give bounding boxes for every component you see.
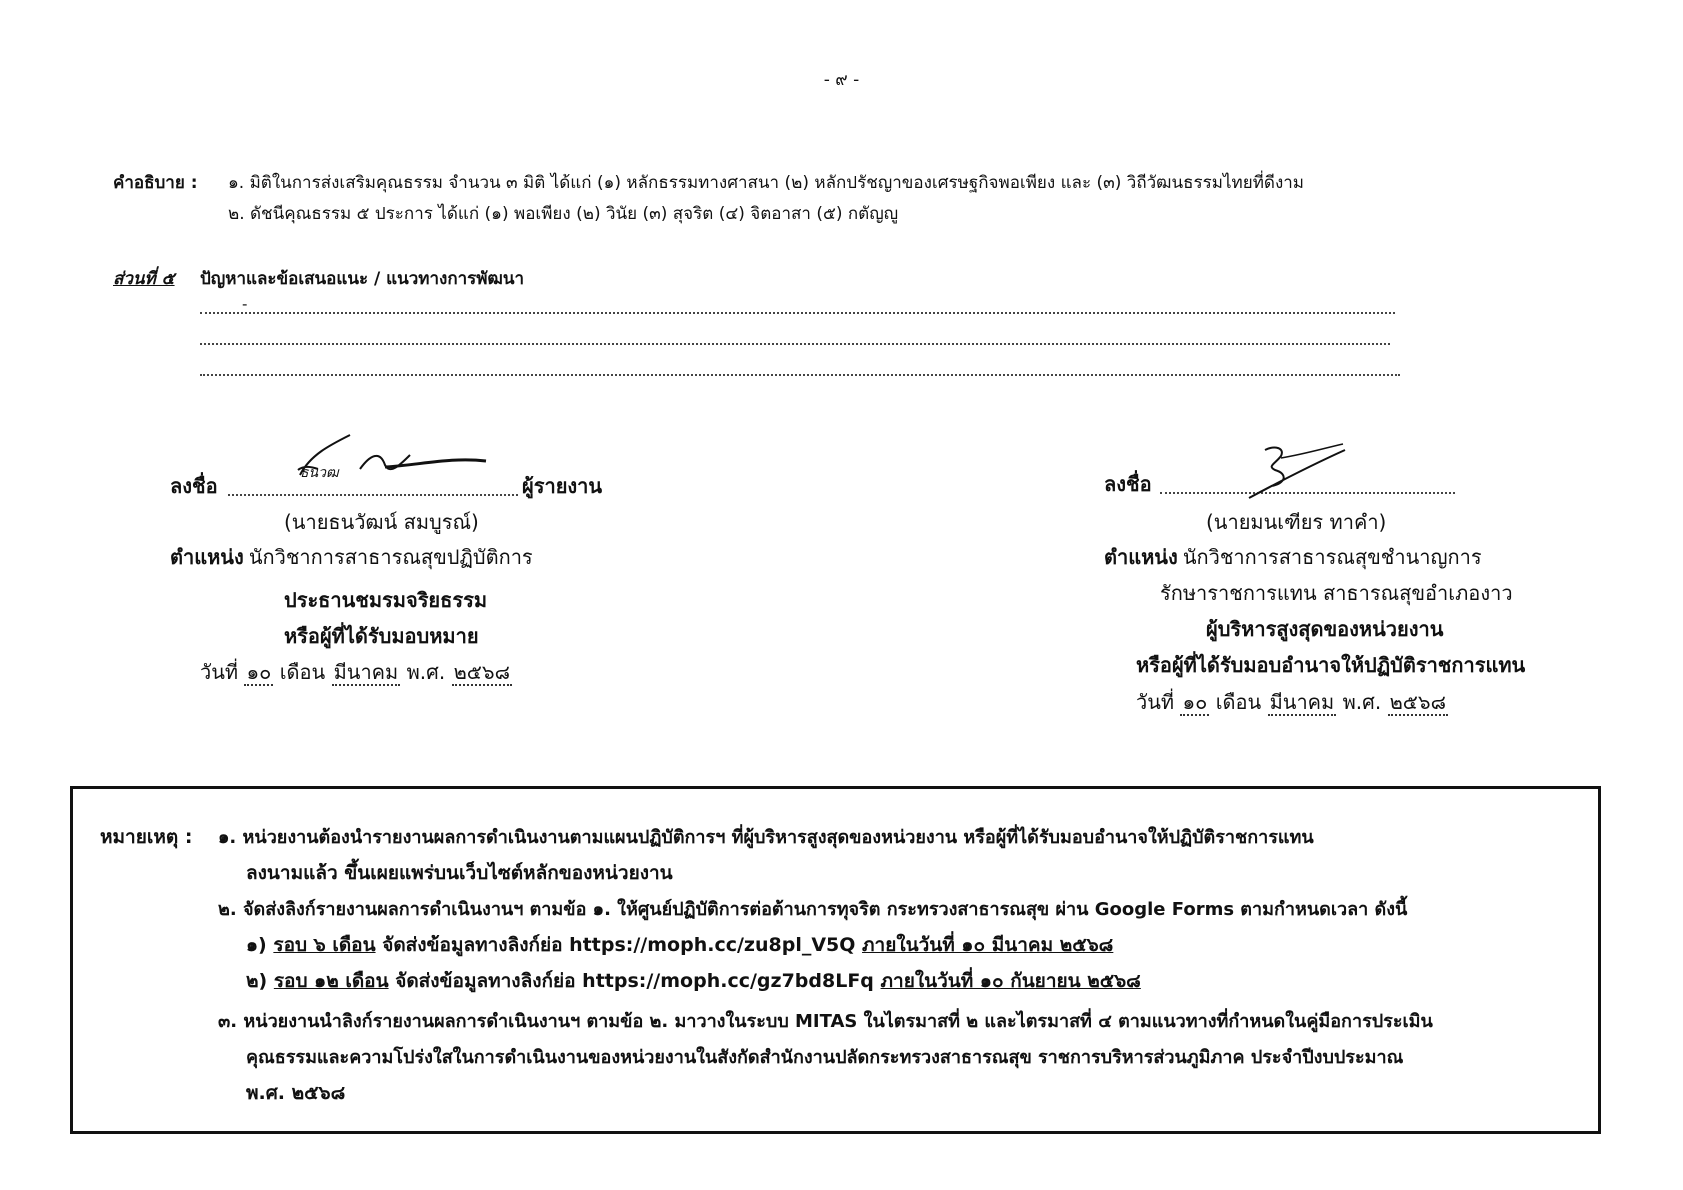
note-3-line-a: ๓. หน่วยงานนำลิงก์รายงานผลการดำเนินงานฯ ตามข้อ ๒. มาวางในระบบ MITAS ในไตรมาสที่ ๒ และไตรมาสที่ ๔ ตามแนวทางที่กำหนดในคู่มือการประเมิน bbox=[218, 1011, 1433, 1032]
round-1-label: รอบ ๖ เดือน bbox=[273, 934, 376, 956]
answer-line-1 bbox=[200, 312, 1395, 314]
right-date-prefix: วันที่ bbox=[1136, 690, 1175, 714]
left-date-year: ๒๕๖๘ bbox=[453, 660, 511, 684]
left-date-day: ๑๐ bbox=[246, 660, 272, 684]
right-acting: รักษาราชการแทน สาธารณสุขอำเภองาว bbox=[1160, 581, 1513, 605]
note-1-line-b: ลงนามแล้ว ขึ้นเผยแพร่บนเว็บไซต์หลักของหน่วยงาน bbox=[246, 862, 673, 884]
left-year-prefix: พ.ศ. bbox=[406, 660, 446, 684]
right-position-label: ตำแหน่ง bbox=[1104, 545, 1178, 569]
note-2-round-1 bbox=[246, 930, 1113, 960]
round-1-deadline: ภายในวันที่ ๑๐ มีนาคม ๒๕๖๘ bbox=[862, 934, 1114, 956]
left-signer-name: (นายธนวัฒน์ สมบูรณ์) bbox=[284, 510, 479, 534]
right-date-month: มีนาคม bbox=[1269, 690, 1335, 714]
right-signer-name: (นายมนเฑียร ทาคำ) bbox=[1206, 510, 1387, 534]
left-position: นักวิชาการสาธารณสุขปฏิบัติการ bbox=[248, 545, 533, 569]
round-1-prefix: ๑) bbox=[246, 934, 267, 956]
left-role-suffix: ผู้รายงาน bbox=[522, 474, 603, 498]
right-title-2: หรือผู้ที่ได้รับมอบอำนาจให้ปฏิบัติราชการแทน bbox=[1136, 653, 1526, 677]
round-2-link: จัดส่งข้อมูลทางลิงก์ย่อ https://moph.cc/gz7bd8LFq bbox=[395, 970, 874, 992]
round-2-deadline: ภายในวันที่ ๑๐ กันยายน ๒๕๖๘ bbox=[880, 970, 1141, 992]
note-1-line-a: ๑. หน่วยงานต้องนำรายงานผลการดำเนินงานตามแผนปฏิบัติการฯ ที่ผู้บริหารสูงสุดของหน่วยงาน หรือผู้ที่ได้รับมอบอำนาจให้ปฏิบัติราชการแทน bbox=[218, 827, 1314, 848]
answer-text: - bbox=[242, 295, 248, 313]
left-date-month: มีนาคม bbox=[333, 660, 399, 684]
explanation-label: คำอธิบาย : bbox=[113, 173, 198, 193]
explanation-line-2: ๒. ดัชนีคุณธรรม ๕ ประการ ได้แก่ (๑) พอเพียง (๒) วินัย (๓) สุจริต (๔) จิตอาสา (๕) กตัญญู bbox=[228, 204, 899, 224]
round-1-link: จัดส่งข้อมูลทางลิงก์ย่อ https://moph.cc/zu8pl_V5Q bbox=[382, 934, 856, 956]
answer-line-3 bbox=[200, 374, 1400, 376]
left-date-row bbox=[200, 656, 512, 688]
answer-line-2 bbox=[200, 343, 1390, 345]
note-3-line-c: พ.ศ. ๒๕๖๘ bbox=[246, 1082, 346, 1104]
notes-label: หมายเหตุ : bbox=[100, 826, 193, 848]
left-month-prefix: เดือน bbox=[279, 660, 326, 684]
right-position: นักวิชาการสาธารณสุขชำนาญการ bbox=[1182, 545, 1482, 569]
left-title-1: ประธานชมรมจริยธรรม bbox=[284, 588, 488, 612]
left-title-2: หรือผู้ที่ได้รับมอบหมาย bbox=[284, 624, 479, 648]
right-date-day: ๑๐ bbox=[1182, 690, 1208, 714]
left-sign-label: ลงชื่อ bbox=[170, 474, 218, 498]
right-date-year: ๒๕๖๘ bbox=[1389, 690, 1447, 714]
page-number: - ๙ - bbox=[823, 70, 860, 90]
round-2-label: รอบ ๑๒ เดือน bbox=[273, 970, 389, 992]
left-position-label: ตำแหน่ง bbox=[170, 545, 244, 569]
right-date-row bbox=[1136, 686, 1448, 718]
part5-label: ส่วนที่ ๕ bbox=[113, 269, 175, 289]
round-2-prefix: ๒) bbox=[246, 970, 268, 992]
note-2-round-2 bbox=[246, 966, 1141, 996]
left-date-prefix: วันที่ bbox=[200, 660, 239, 684]
right-position-row bbox=[1104, 541, 1482, 573]
right-month-prefix: เดือน bbox=[1215, 690, 1262, 714]
note-2: ๒. จัดส่งลิงก์รายงานผลการดำเนินงานฯ ตามข้อ ๑. ให้ศูนย์ปฏิบัติการต่อต้านการทุจริต กระทรวงสาธารณสุข ผ่าน Google Forms ตามกำหนดเวลา ดังนี้ bbox=[218, 899, 1408, 920]
svg-text:ธนวฒ: ธนวฒ bbox=[300, 465, 339, 481]
right-year-prefix: พ.ศ. bbox=[1342, 690, 1382, 714]
note-3-line-b: คุณธรรมและความโปร่งใสในการดำเนินงานของหน่วยงานในสังกัดสำนักงานปลัดกระทรวงสาธารณสุข ราชการบริหารส่วนภูมิภาค ประจำปีงบประมาณ bbox=[246, 1047, 1404, 1068]
right-sign-label: ลงชื่อ bbox=[1104, 472, 1152, 496]
right-signature-image bbox=[1245, 440, 1355, 502]
left-signature-image bbox=[290, 425, 500, 495]
explanation-line-1: ๑. มิติในการส่งเสริมคุณธรรม จำนวน ๓ มิติ ได้แก่ (๑) หลักธรรมทางศาสนา (๒) หลักปรัชญาของเศรษฐกิจพอเพียง และ (๓) วิถีวัฒนธรรมไทยที่ดีงาม bbox=[228, 173, 1305, 193]
left-position-row bbox=[170, 541, 533, 573]
right-title-1: ผู้บริหารสูงสุดของหน่วยงาน bbox=[1206, 617, 1444, 641]
part5-title: ปัญหาและข้อเสนอแนะ / แนวทางการพัฒนา bbox=[200, 269, 525, 289]
